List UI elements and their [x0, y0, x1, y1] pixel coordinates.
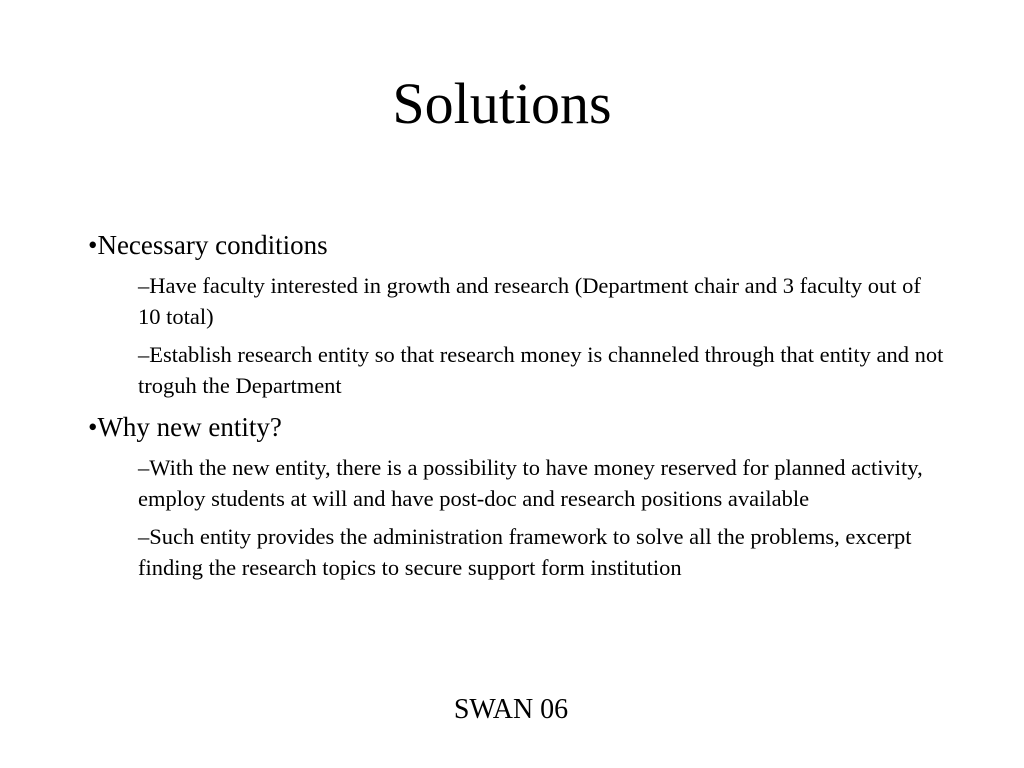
subbullet-establish-research-entity: –Establish research entity so that research money is channeled through that entity and not troguh the Department [138, 342, 944, 398]
subbullet-administration-framework: –Such entity provides the administration framework to solve all the problems, excerpt finding the research topics to secure support form institution [138, 524, 912, 580]
bullet-why-new-entity: •Why new entity? [88, 412, 282, 442]
slide-body [88, 226, 948, 590]
bullet-group-why-new-entity [88, 408, 948, 583]
subbullet-faculty-interested: –Have faculty interested in growth and research (Department chair and 3 faculty out of 10 total) [138, 273, 921, 329]
bullet-group-necessary-conditions [88, 226, 948, 401]
bullet-necessary-conditions: •Necessary conditions [88, 230, 328, 260]
slide-title: Solutions [392, 71, 612, 136]
subbullet-money-reserved: –With the new entity, there is a possibility to have money reserved for planned activity, employ students at will and have post-doc and research positions available [138, 455, 923, 511]
slide-footer: SWAN 06 [453, 694, 569, 725]
